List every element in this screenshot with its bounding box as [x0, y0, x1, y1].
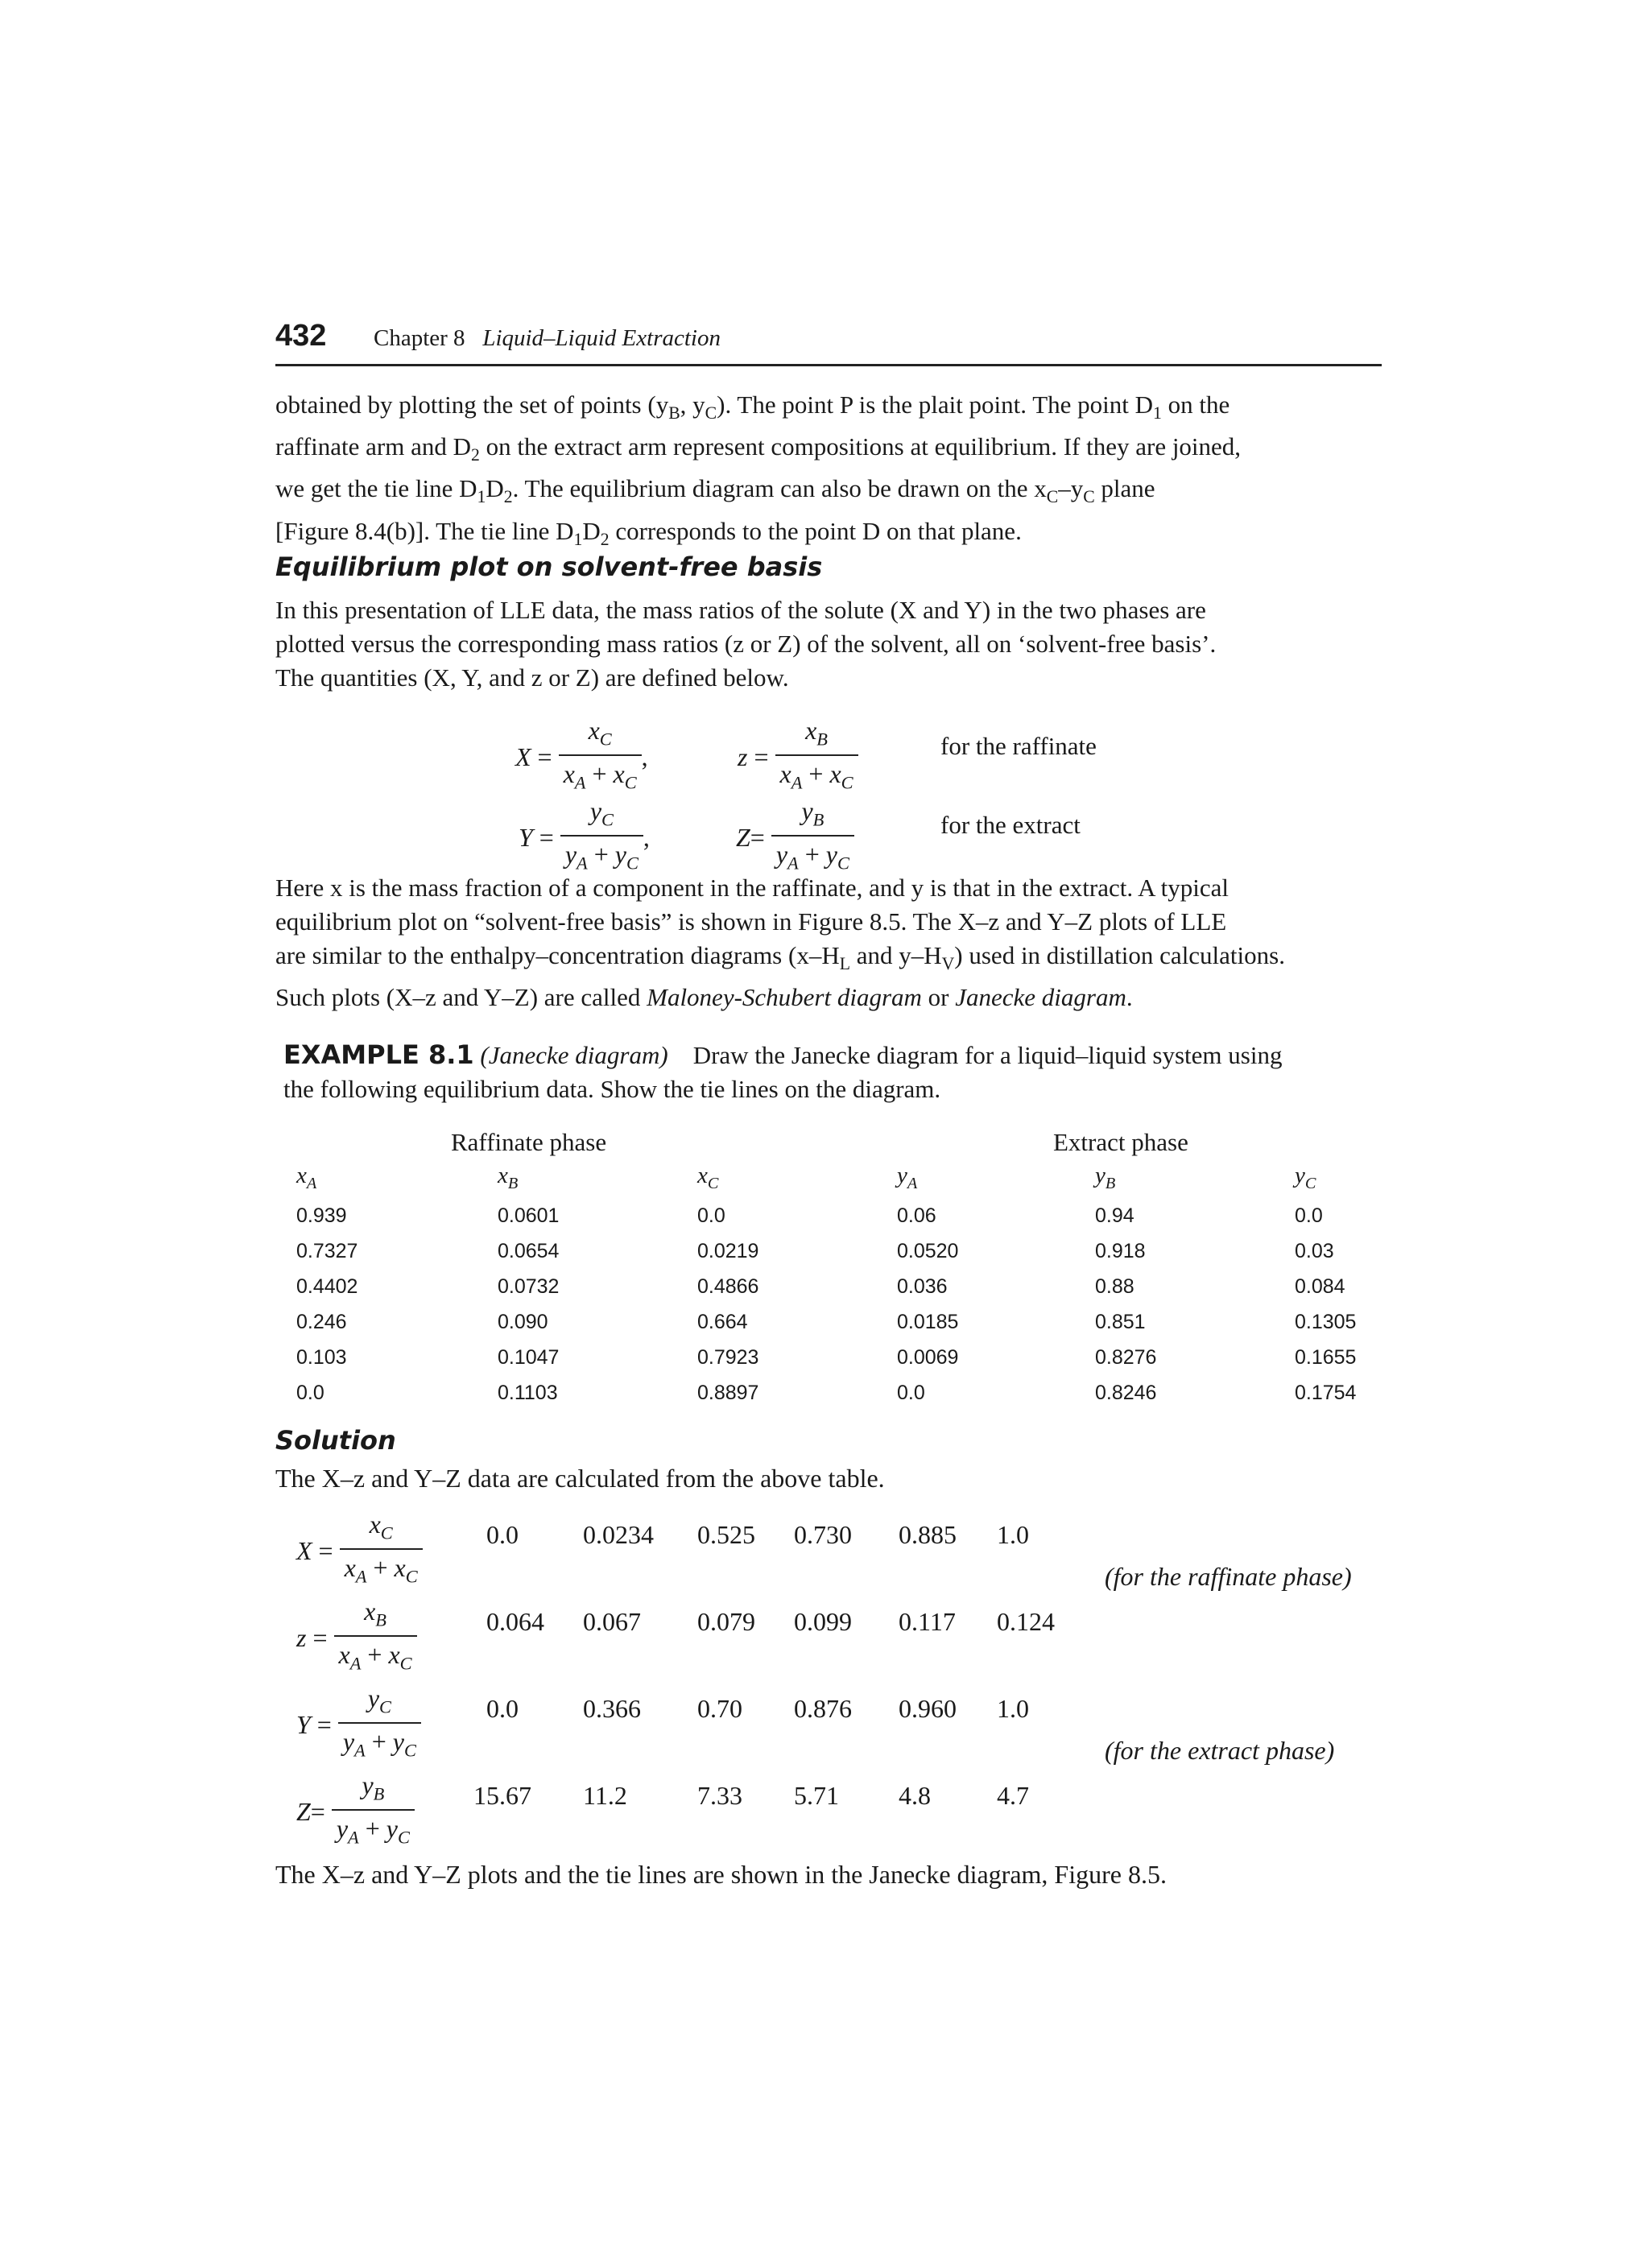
intro-line-1: obtained by plotting the set of points ($y_B$, $y_C$). The point P is the plait point. The point $D_1$ on the [275, 390, 1230, 423]
Y-value: 0.876 [794, 1694, 852, 1723]
explanation-line-4: Such plots (X–z and Y–Z) are called Maloney-Schubert diagram or Janecke diagram. [275, 983, 1133, 1012]
table-cell: 0.0654 [498, 1240, 560, 1262]
eq-Y-fraction: $\frac{y_C}{y_A + y_C}$ [338, 1683, 421, 1767]
def-z: z = $\frac{x_B}{x_A + x_C}$ [738, 715, 858, 799]
z-value: 0.099 [794, 1607, 852, 1636]
intro-line-3: we get the tie line $D_1D_2$. The equilibrium diagram can also be drawn on the $x_C-y_C$ plane [275, 474, 1155, 507]
column-header: $x_C$ [697, 1163, 719, 1192]
section-line-2: plotted versus the corresponding mass ratios (z or Z) of the solvent, all on ‘solvent-free basis’. [275, 630, 1217, 658]
eq-X: X = $\frac{x_C}{x_A + x_C}$ [296, 1509, 423, 1593]
eq-Y: Y = $\frac{y_C}{y_A + y_C}$ [296, 1683, 421, 1767]
Z-value: 4.8 [899, 1781, 931, 1810]
explanation-paragraph [275, 871, 1382, 1014]
X-value: 0.0 [486, 1520, 519, 1549]
table-cell: 0.94 [1095, 1204, 1134, 1227]
page-header [275, 319, 1382, 366]
table-cell: 0.664 [697, 1311, 748, 1333]
table-cell: 0.8897 [697, 1382, 759, 1404]
z-value: 0.067 [583, 1607, 641, 1636]
closing-text: The X–z and Y–Z plots and the tie lines are shown in the Janecke diagram, Figure 8.5. [275, 1860, 1167, 1889]
def-X: X = $\frac{x_C}{x_A + x_C}$ , [515, 715, 648, 799]
solution-text: The X–z and Y–Z data are calculated from the above table. [275, 1464, 885, 1493]
z-value: 0.079 [697, 1607, 755, 1636]
example-text-2: the following equilibrium data. Show the tie lines on the diagram. [283, 1075, 941, 1103]
table-cell: 0.1305 [1295, 1311, 1357, 1333]
chapter-title: Liquid–Liquid Extraction [482, 325, 721, 351]
extract-label: for the extract [940, 811, 1081, 839]
table-cell: 0.03 [1295, 1240, 1334, 1262]
table-cell: 0.88 [1095, 1275, 1134, 1298]
section-line-3: The quantities (X, Y, and z or Z) are defined below. [275, 663, 789, 692]
table-cell: 0.1754 [1295, 1382, 1357, 1404]
table-cell: 0.939 [296, 1204, 347, 1227]
table-cell: 0.4866 [697, 1275, 759, 1298]
example-title: (Janecke diagram) [480, 1041, 668, 1069]
X-value: 0.0234 [583, 1520, 654, 1549]
table-cell: 0.0069 [897, 1346, 959, 1369]
table-cell: 0.918 [1095, 1240, 1146, 1262]
table-cell: 0.0 [697, 1204, 725, 1227]
eq-Z-fraction: $\frac{y_B}{y_A + y_C}$ [332, 1770, 415, 1854]
section-line-1: In this presentation of LLE data, the mass ratios of the solute (X and Y) in the two phases are [275, 596, 1206, 624]
raffinate-phase-header: Raffinate phase [451, 1128, 607, 1156]
section-heading: Equilibrium plot on solvent-free basis [275, 552, 823, 582]
column-header: $x_B$ [498, 1163, 519, 1192]
table-cell: 0.7327 [296, 1240, 358, 1262]
extract-phase-header: Extract phase [1053, 1128, 1188, 1156]
page-number: 432 [275, 319, 327, 353]
Y-value: 1.0 [997, 1694, 1029, 1723]
eq-z: z = $\frac{x_B}{x_A + x_C}$ [296, 1596, 417, 1680]
Y-value: 0.0 [486, 1694, 519, 1723]
table-cell: 0.0219 [697, 1240, 759, 1262]
X-value: 1.0 [997, 1520, 1029, 1549]
chapter-label [374, 325, 721, 352]
table-cell: 0.1047 [498, 1346, 560, 1369]
def-X-fraction: $\frac{x_C}{x_A + x_C}$ [559, 715, 642, 799]
chapter-number: Chapter 8 [374, 325, 465, 351]
def-Y: Y = $\frac{y_C}{y_A + y_C}$ , [519, 795, 650, 880]
eq-z-fraction: $\frac{x_B}{x_A + x_C}$ [334, 1596, 417, 1680]
raffinate-note: (for the raffinate phase) [1105, 1562, 1352, 1591]
Y-value: 0.960 [899, 1694, 957, 1723]
z-value: 0.117 [899, 1607, 956, 1636]
Z-value: 7.33 [697, 1781, 742, 1810]
intro-line-4: [Figure 8.4(b)]. The tie line $D_1D_2$ corresponds to the point D on that plane. [275, 516, 1022, 549]
section-paragraph [275, 593, 1382, 695]
table-cell: 0.851 [1095, 1311, 1146, 1333]
explanation-line-1: Here x is the mass fraction of a component in the raffinate, and y is that in the extract. A typical [275, 874, 1229, 902]
intro-paragraph [275, 388, 1382, 556]
intro-line-2: raffinate arm and $D_2$ on the extract arm represent compositions at equilibrium. If they are joined, [275, 432, 1242, 465]
table-cell: 0.8246 [1095, 1382, 1157, 1404]
column-header: $y_A$ [897, 1163, 918, 1192]
table-cell: 0.103 [296, 1346, 347, 1369]
Z-value: 11.2 [583, 1781, 627, 1810]
Y-value: 0.366 [583, 1694, 641, 1723]
table-cell: 0.0185 [897, 1311, 959, 1333]
eq-X-fraction: $\frac{x_C}{x_A + x_C}$ [340, 1509, 423, 1593]
def-Z: Z = $\frac{y_B}{y_A + y_C}$ [736, 795, 854, 880]
def-z-fraction: $\frac{x_B}{x_A + x_C}$ [775, 715, 858, 799]
Z-value: 15.67 [473, 1781, 531, 1810]
column-header: $y_C$ [1295, 1163, 1316, 1192]
explanation-line-2: equilibrium plot on “solvent-free basis” is shown in Figure 8.5. The X–z and Y–Z plots of LLE [275, 907, 1227, 936]
table-cell: 0.0 [1295, 1204, 1323, 1227]
Y-value: 0.70 [697, 1694, 742, 1723]
column-header: $x_A$ [296, 1163, 317, 1192]
table-cell: 0.0 [296, 1382, 324, 1404]
example-label: EXAMPLE 8.1 [283, 1039, 474, 1070]
raffinate-label: for the raffinate [940, 732, 1097, 760]
table-cell: 0.0 [897, 1382, 925, 1404]
eq-Z: Z = $\frac{y_B}{y_A + y_C}$ [296, 1770, 415, 1854]
table-cell: 0.0601 [498, 1204, 560, 1227]
def-Y-fraction: $\frac{y_C}{y_A + y_C}$ [560, 795, 643, 880]
explanation-line-3: are similar to the enthalpy–concentration diagrams ($x-H_L$ and $y-H_V$) used in distillation calculations. [275, 941, 1285, 974]
table-cell: 0.0732 [498, 1275, 560, 1298]
Z-value: 5.71 [794, 1781, 839, 1810]
table-cell: 0.090 [498, 1311, 548, 1333]
extract-note: (for the extract phase) [1105, 1736, 1335, 1765]
table-cell: 0.036 [897, 1275, 948, 1298]
column-header: $y_B$ [1095, 1163, 1116, 1192]
table-cell: 0.1103 [498, 1382, 558, 1404]
example-line-1 [283, 1038, 1382, 1072]
table-cell: 0.4402 [296, 1275, 358, 1298]
table-cell: 0.1655 [1295, 1346, 1357, 1369]
table-cell: 0.246 [296, 1311, 347, 1333]
table-cell: 0.7923 [697, 1346, 759, 1369]
X-value: 0.730 [794, 1520, 852, 1549]
table-cell: 0.8276 [1095, 1346, 1157, 1369]
z-value: 0.064 [486, 1607, 544, 1636]
X-value: 0.525 [697, 1520, 755, 1549]
solution-heading: Solution [275, 1425, 396, 1456]
Z-value: 4.7 [997, 1781, 1029, 1810]
example-text-1: Draw the Janecke diagram for a liquid–liquid system using [692, 1041, 1283, 1069]
example-block [283, 1038, 1382, 1106]
table-cell: 0.06 [897, 1204, 936, 1227]
def-Z-fraction: $\frac{y_B}{y_A + y_C}$ [771, 795, 854, 880]
table-cell: 0.0520 [897, 1240, 959, 1262]
z-value: 0.124 [997, 1607, 1055, 1636]
table-cell: 0.084 [1295, 1275, 1345, 1298]
X-value: 0.885 [899, 1520, 957, 1549]
